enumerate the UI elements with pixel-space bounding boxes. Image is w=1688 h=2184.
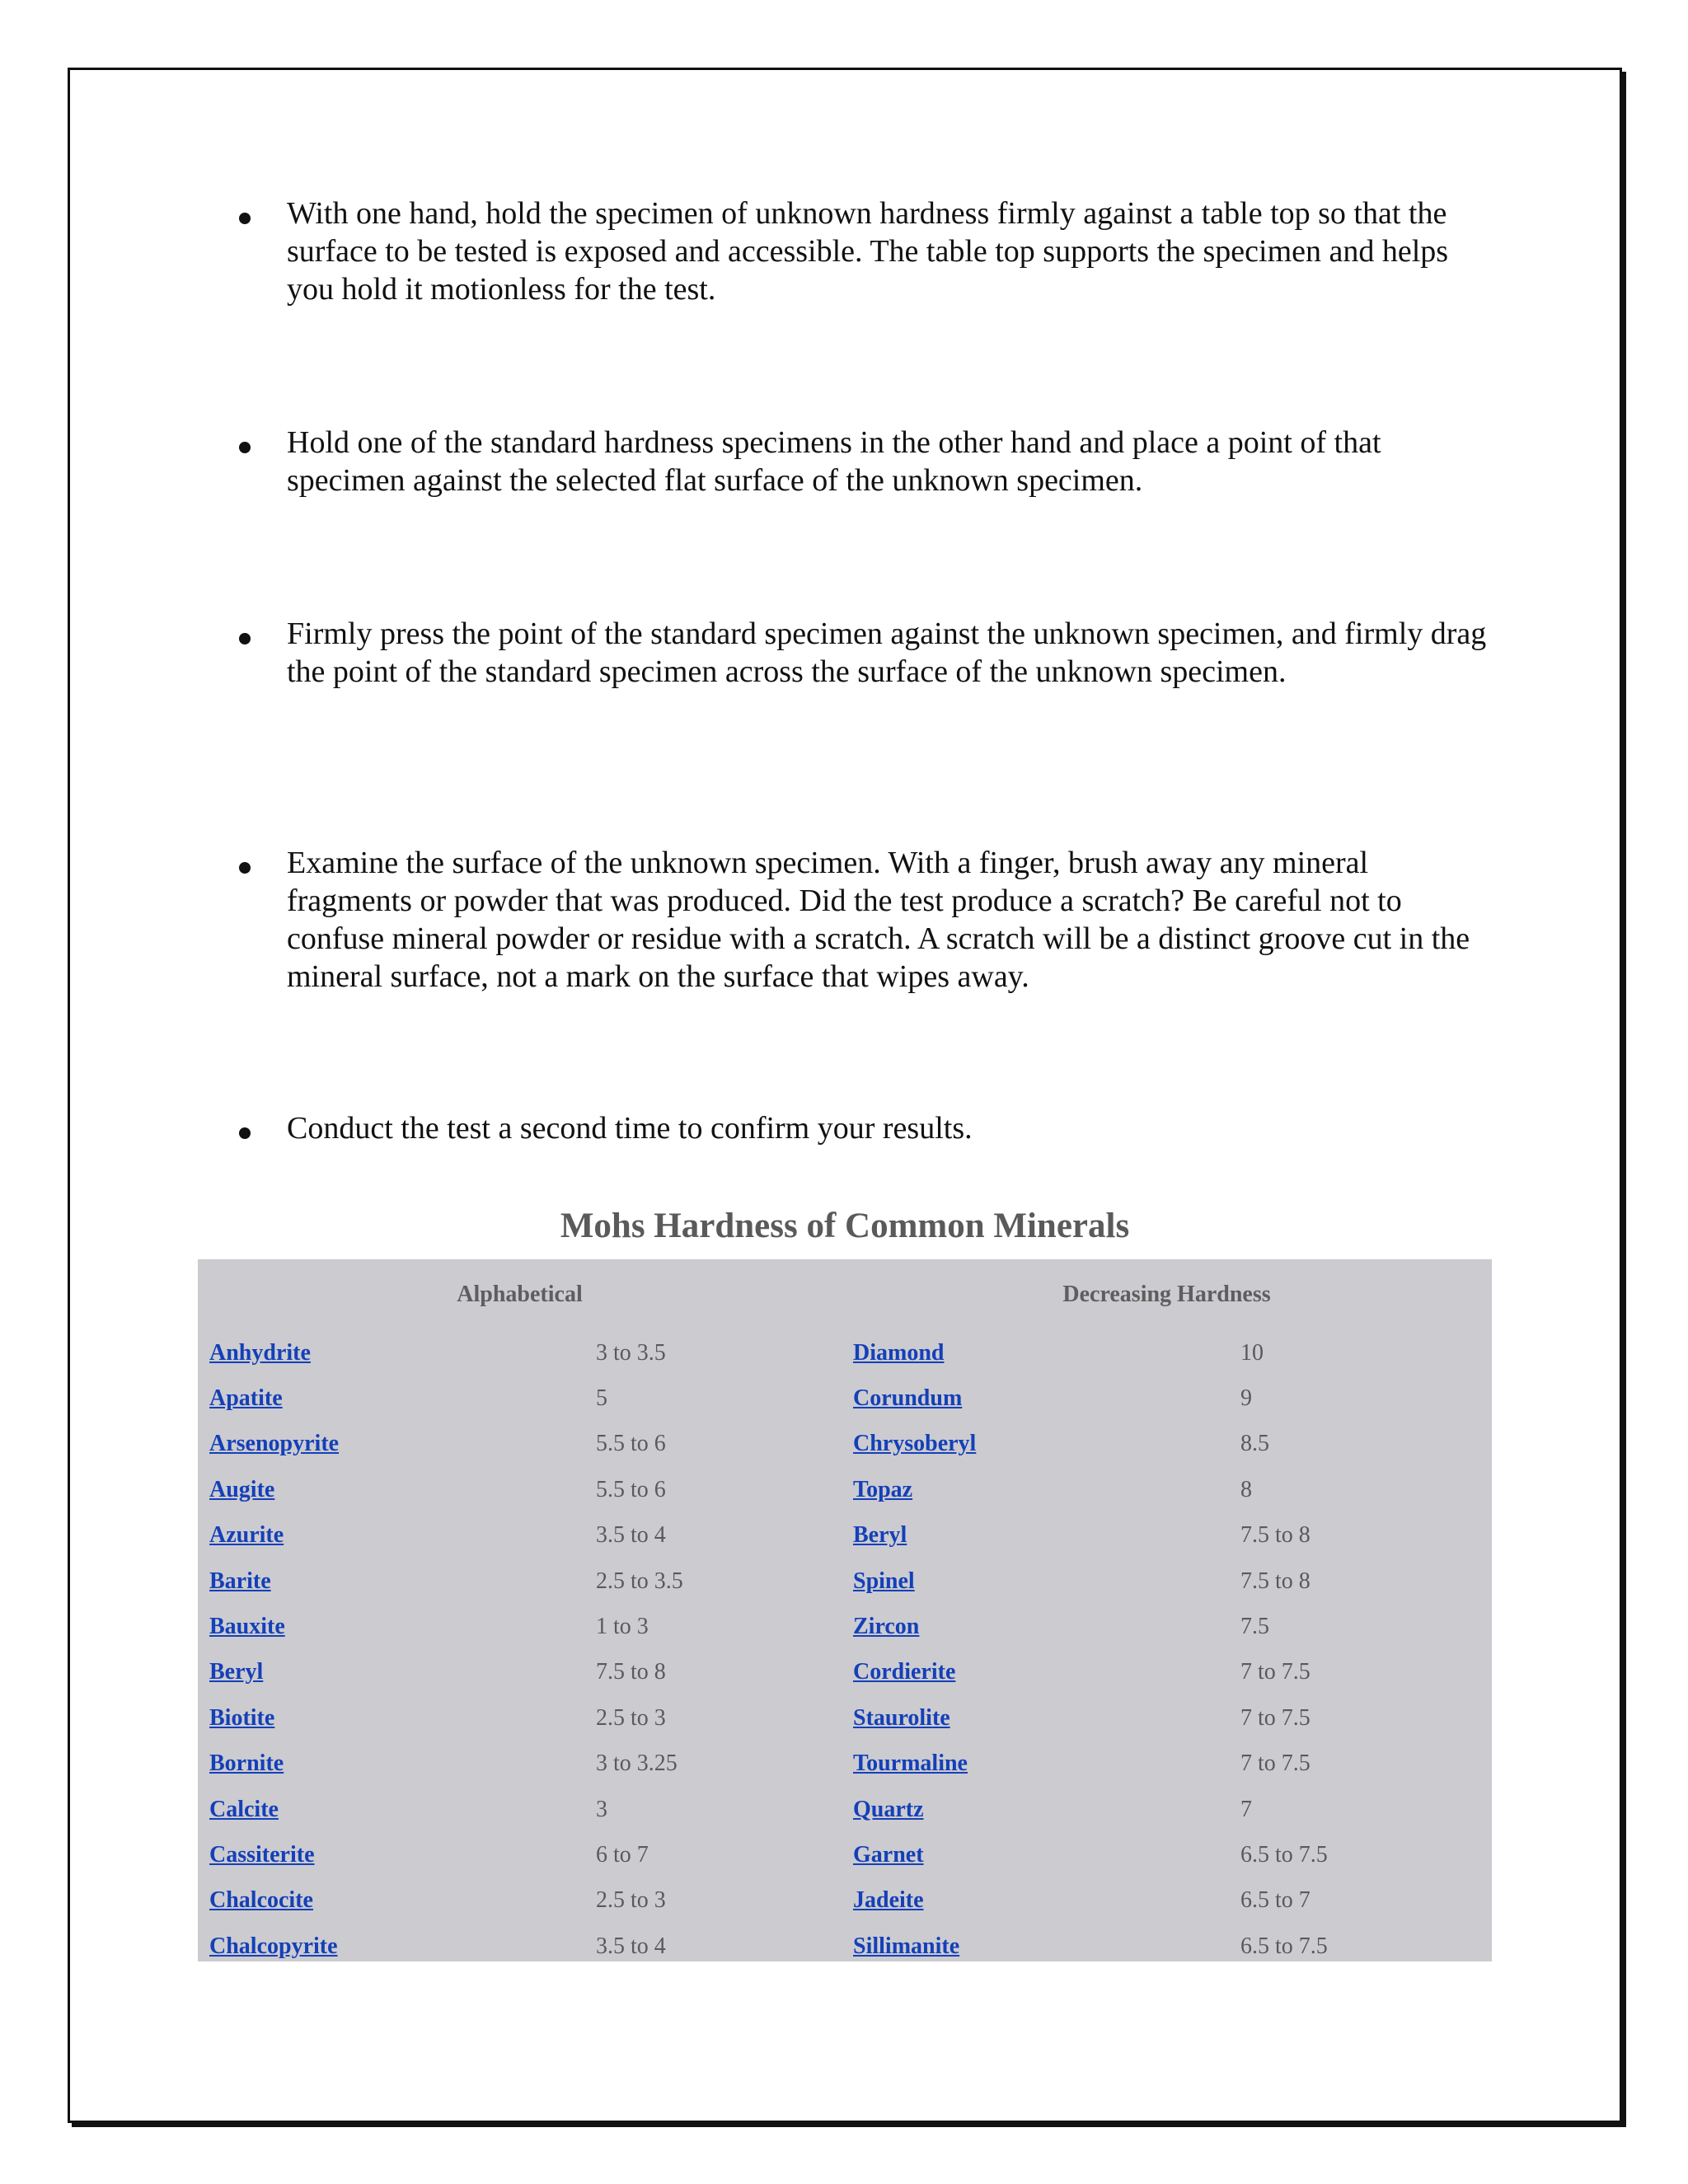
alphabetical-hardness-value: 3 to 3.5: [596, 1339, 666, 1366]
alphabetical-hardness-value: 2.5 to 3: [596, 1704, 666, 1731]
instruction-text: Examine the surface of the unknown specimen. With a finger, brush away any mineral fragments or powder that was produced. Did the test produce a scratch? Be careful not to confuse mineral powder or residue with a scratch. A scratch will be a distinct groove cut in the mineral surface, not a mark on the surface that wipes away.: [287, 846, 1470, 994]
mineral-rows: [198, 1330, 1492, 1969]
decreasing-hardness-value: 6.5 to 7: [1240, 1887, 1311, 1914]
mineral-name-cell: [198, 1787, 589, 1832]
alphabetical-mineral-link[interactable]: Bornite: [209, 1750, 284, 1777]
decreasing-mineral-link[interactable]: Jadeite: [853, 1887, 924, 1914]
mineral-name-cell: [198, 1376, 589, 1421]
alphabetical-mineral-link[interactable]: Barite: [209, 1568, 271, 1594]
table-row: [198, 1650, 1492, 1695]
alphabetical-header: Alphabetical: [457, 1282, 583, 1307]
decreasing-hardness-value: 7 to 7.5: [1240, 1750, 1311, 1777]
mineral-name-cell: [198, 1741, 589, 1787]
table-row: [198, 1741, 1492, 1787]
mineral-name-cell: [842, 1558, 1234, 1604]
decreasing-hardness-value: 7.5: [1240, 1614, 1269, 1640]
table-row: [198, 1558, 1492, 1604]
mineral-name-cell: [842, 1376, 1234, 1421]
table-row: [198, 1878, 1492, 1924]
instruction-item: [239, 424, 1492, 499]
mineral-name-cell: [842, 1467, 1234, 1512]
mineral-name-cell: [842, 1513, 1234, 1558]
decreasing-hardness-header: Decreasing Hardness: [1062, 1282, 1271, 1307]
table-row: [198, 1467, 1492, 1512]
alphabetical-hardness-value: 2.5 to 3.5: [596, 1568, 683, 1594]
bullet-icon: [239, 1127, 251, 1139]
mineral-name-cell: [198, 1422, 589, 1467]
mineral-name-cell: [842, 1695, 1234, 1741]
mineral-table: [198, 1259, 1492, 1969]
mineral-name-cell: [842, 1330, 1234, 1376]
alphabetical-hardness-value: 5.5 to 6: [596, 1431, 666, 1457]
alphabetical-mineral-link[interactable]: Calcite: [209, 1796, 279, 1822]
mineral-name-cell: [842, 1604, 1234, 1649]
table-row: [198, 1513, 1492, 1558]
mineral-name-cell: [198, 1878, 589, 1924]
table-row: [198, 1376, 1492, 1421]
mineral-name-cell: [198, 1832, 589, 1877]
bullet-icon: [239, 442, 251, 453]
table-row: [198, 1422, 1492, 1467]
instruction-item: [239, 615, 1492, 691]
decreasing-hardness-value: 6.5 to 7.5: [1240, 1841, 1328, 1868]
table-row: [198, 1832, 1492, 1877]
alphabetical-hardness-value: 2.5 to 3: [596, 1887, 666, 1914]
decreasing-mineral-link[interactable]: Chrysoberyl: [853, 1431, 977, 1457]
instruction-text: With one hand, hold the specimen of unknown hardness firmly against a table top so that the surface to be tested is exposed and accessible. The table top supports the specimen and helps you hold it motionless for the test.: [287, 196, 1449, 307]
instruction-text: Conduct the test a second time to confirm your results.: [287, 1111, 973, 1146]
alphabetical-hardness-value: 3 to 3.25: [596, 1750, 678, 1777]
decreasing-hardness-value: 7: [1240, 1796, 1252, 1822]
mineral-name-cell: [198, 1924, 589, 1969]
decreasing-mineral-link[interactable]: Tourmaline: [853, 1750, 968, 1777]
alphabetical-hardness-value: 5.5 to 6: [596, 1476, 666, 1502]
mineral-name-cell: [198, 1558, 589, 1604]
decreasing-hardness-value: 8: [1240, 1476, 1252, 1502]
table-row: [198, 1330, 1492, 1376]
alphabetical-mineral-link[interactable]: Chalcopyrite: [209, 1933, 338, 1959]
instruction-item: [239, 1109, 1492, 1147]
mineral-name-cell: [842, 1787, 1234, 1832]
bullet-icon: [239, 862, 251, 874]
decreasing-mineral-link[interactable]: Zircon: [853, 1614, 920, 1640]
alphabetical-mineral-link[interactable]: Arsenopyrite: [209, 1431, 340, 1457]
mineral-name-cell: [842, 1741, 1234, 1787]
alphabetical-hardness-value: 3.5 to 4: [596, 1933, 666, 1959]
mohs-hardness-table: [198, 1259, 1492, 1961]
table-row: [198, 1924, 1492, 1969]
mineral-name-cell: [842, 1422, 1234, 1467]
alphabetical-mineral-link[interactable]: Augite: [209, 1476, 275, 1502]
mineral-name-cell: [198, 1650, 589, 1695]
alphabetical-mineral-link[interactable]: Chalcocite: [209, 1887, 313, 1914]
decreasing-mineral-link[interactable]: Cordierite: [853, 1659, 956, 1685]
alphabetical-hardness-value: 3.5 to 4: [596, 1522, 666, 1549]
decreasing-mineral-link[interactable]: Sillimanite: [853, 1933, 960, 1959]
alphabetical-hardness-value: 1 to 3: [596, 1614, 649, 1640]
decreasing-mineral-link[interactable]: Topaz: [853, 1476, 913, 1502]
decreasing-mineral-link[interactable]: Staurolite: [853, 1704, 950, 1731]
mineral-name-cell: [198, 1604, 589, 1649]
decreasing-hardness-value: 7.5 to 8: [1240, 1568, 1311, 1594]
instruction-text: Firmly press the point of the standard specimen against the unknown specimen, and firmly drag the point of the standard specimen across the surface of the unknown specimen.: [287, 616, 1487, 689]
alphabetical-hardness-value: 3: [596, 1796, 607, 1822]
mineral-name-cell: [198, 1513, 589, 1558]
instruction-item: [239, 194, 1492, 308]
mineral-name-cell: [198, 1467, 589, 1512]
decreasing-mineral-link[interactable]: Spinel: [853, 1568, 915, 1594]
instruction-item: [239, 844, 1492, 996]
alphabetical-hardness-value: 6 to 7: [596, 1841, 649, 1868]
bullet-icon: [239, 633, 251, 644]
decreasing-mineral-link[interactable]: Corundum: [853, 1385, 963, 1412]
decreasing-hardness-value: 8.5: [1240, 1431, 1269, 1457]
decreasing-hardness-value: 7.5 to 8: [1240, 1522, 1311, 1549]
alphabetical-mineral-link[interactable]: Bauxite: [209, 1614, 285, 1640]
table-row: [198, 1695, 1492, 1741]
alphabetical-mineral-link[interactable]: Biotite: [209, 1704, 275, 1731]
alphabetical-hardness-value: 7.5 to 8: [596, 1659, 666, 1685]
table-header-row: [198, 1259, 1492, 1330]
mineral-name-cell: [842, 1832, 1234, 1877]
decreasing-hardness-value: 9: [1240, 1385, 1252, 1412]
decreasing-mineral-link[interactable]: Diamond: [853, 1339, 945, 1366]
alphabetical-hardness-value: 5: [596, 1385, 607, 1412]
decreasing-hardness-value: 10: [1240, 1339, 1264, 1366]
decreasing-hardness-value: 7 to 7.5: [1240, 1704, 1311, 1731]
mineral-name-cell: [842, 1878, 1234, 1924]
mineral-name-cell: [842, 1650, 1234, 1695]
table-title: Mohs Hardness of Common Minerals: [560, 1207, 1130, 1245]
alphabetical-mineral-link[interactable]: Anhydrite: [209, 1339, 311, 1366]
table-row: [198, 1604, 1492, 1649]
decreasing-hardness-value: 6.5 to 7.5: [1240, 1933, 1328, 1959]
instruction-text: Hold one of the standard hardness specimens in the other hand and place a point of that specimen against the selected flat surface of the unknown specimen.: [287, 425, 1381, 498]
decreasing-mineral-link[interactable]: Garnet: [853, 1841, 924, 1868]
alphabetical-mineral-link[interactable]: Beryl: [209, 1659, 264, 1685]
alphabetical-mineral-link[interactable]: Apatite: [209, 1385, 283, 1412]
decreasing-mineral-link[interactable]: Quartz: [853, 1796, 924, 1822]
alphabetical-mineral-link[interactable]: Cassiterite: [209, 1841, 315, 1868]
decreasing-hardness-value: 7 to 7.5: [1240, 1659, 1311, 1685]
alphabetical-mineral-link[interactable]: Azurite: [209, 1522, 284, 1549]
mineral-name-cell: [198, 1695, 589, 1741]
mineral-name-cell: [842, 1924, 1234, 1969]
table-row: [198, 1787, 1492, 1832]
mineral-name-cell: [198, 1330, 589, 1376]
decreasing-mineral-link[interactable]: Beryl: [853, 1522, 907, 1549]
bullet-icon: [239, 213, 251, 224]
